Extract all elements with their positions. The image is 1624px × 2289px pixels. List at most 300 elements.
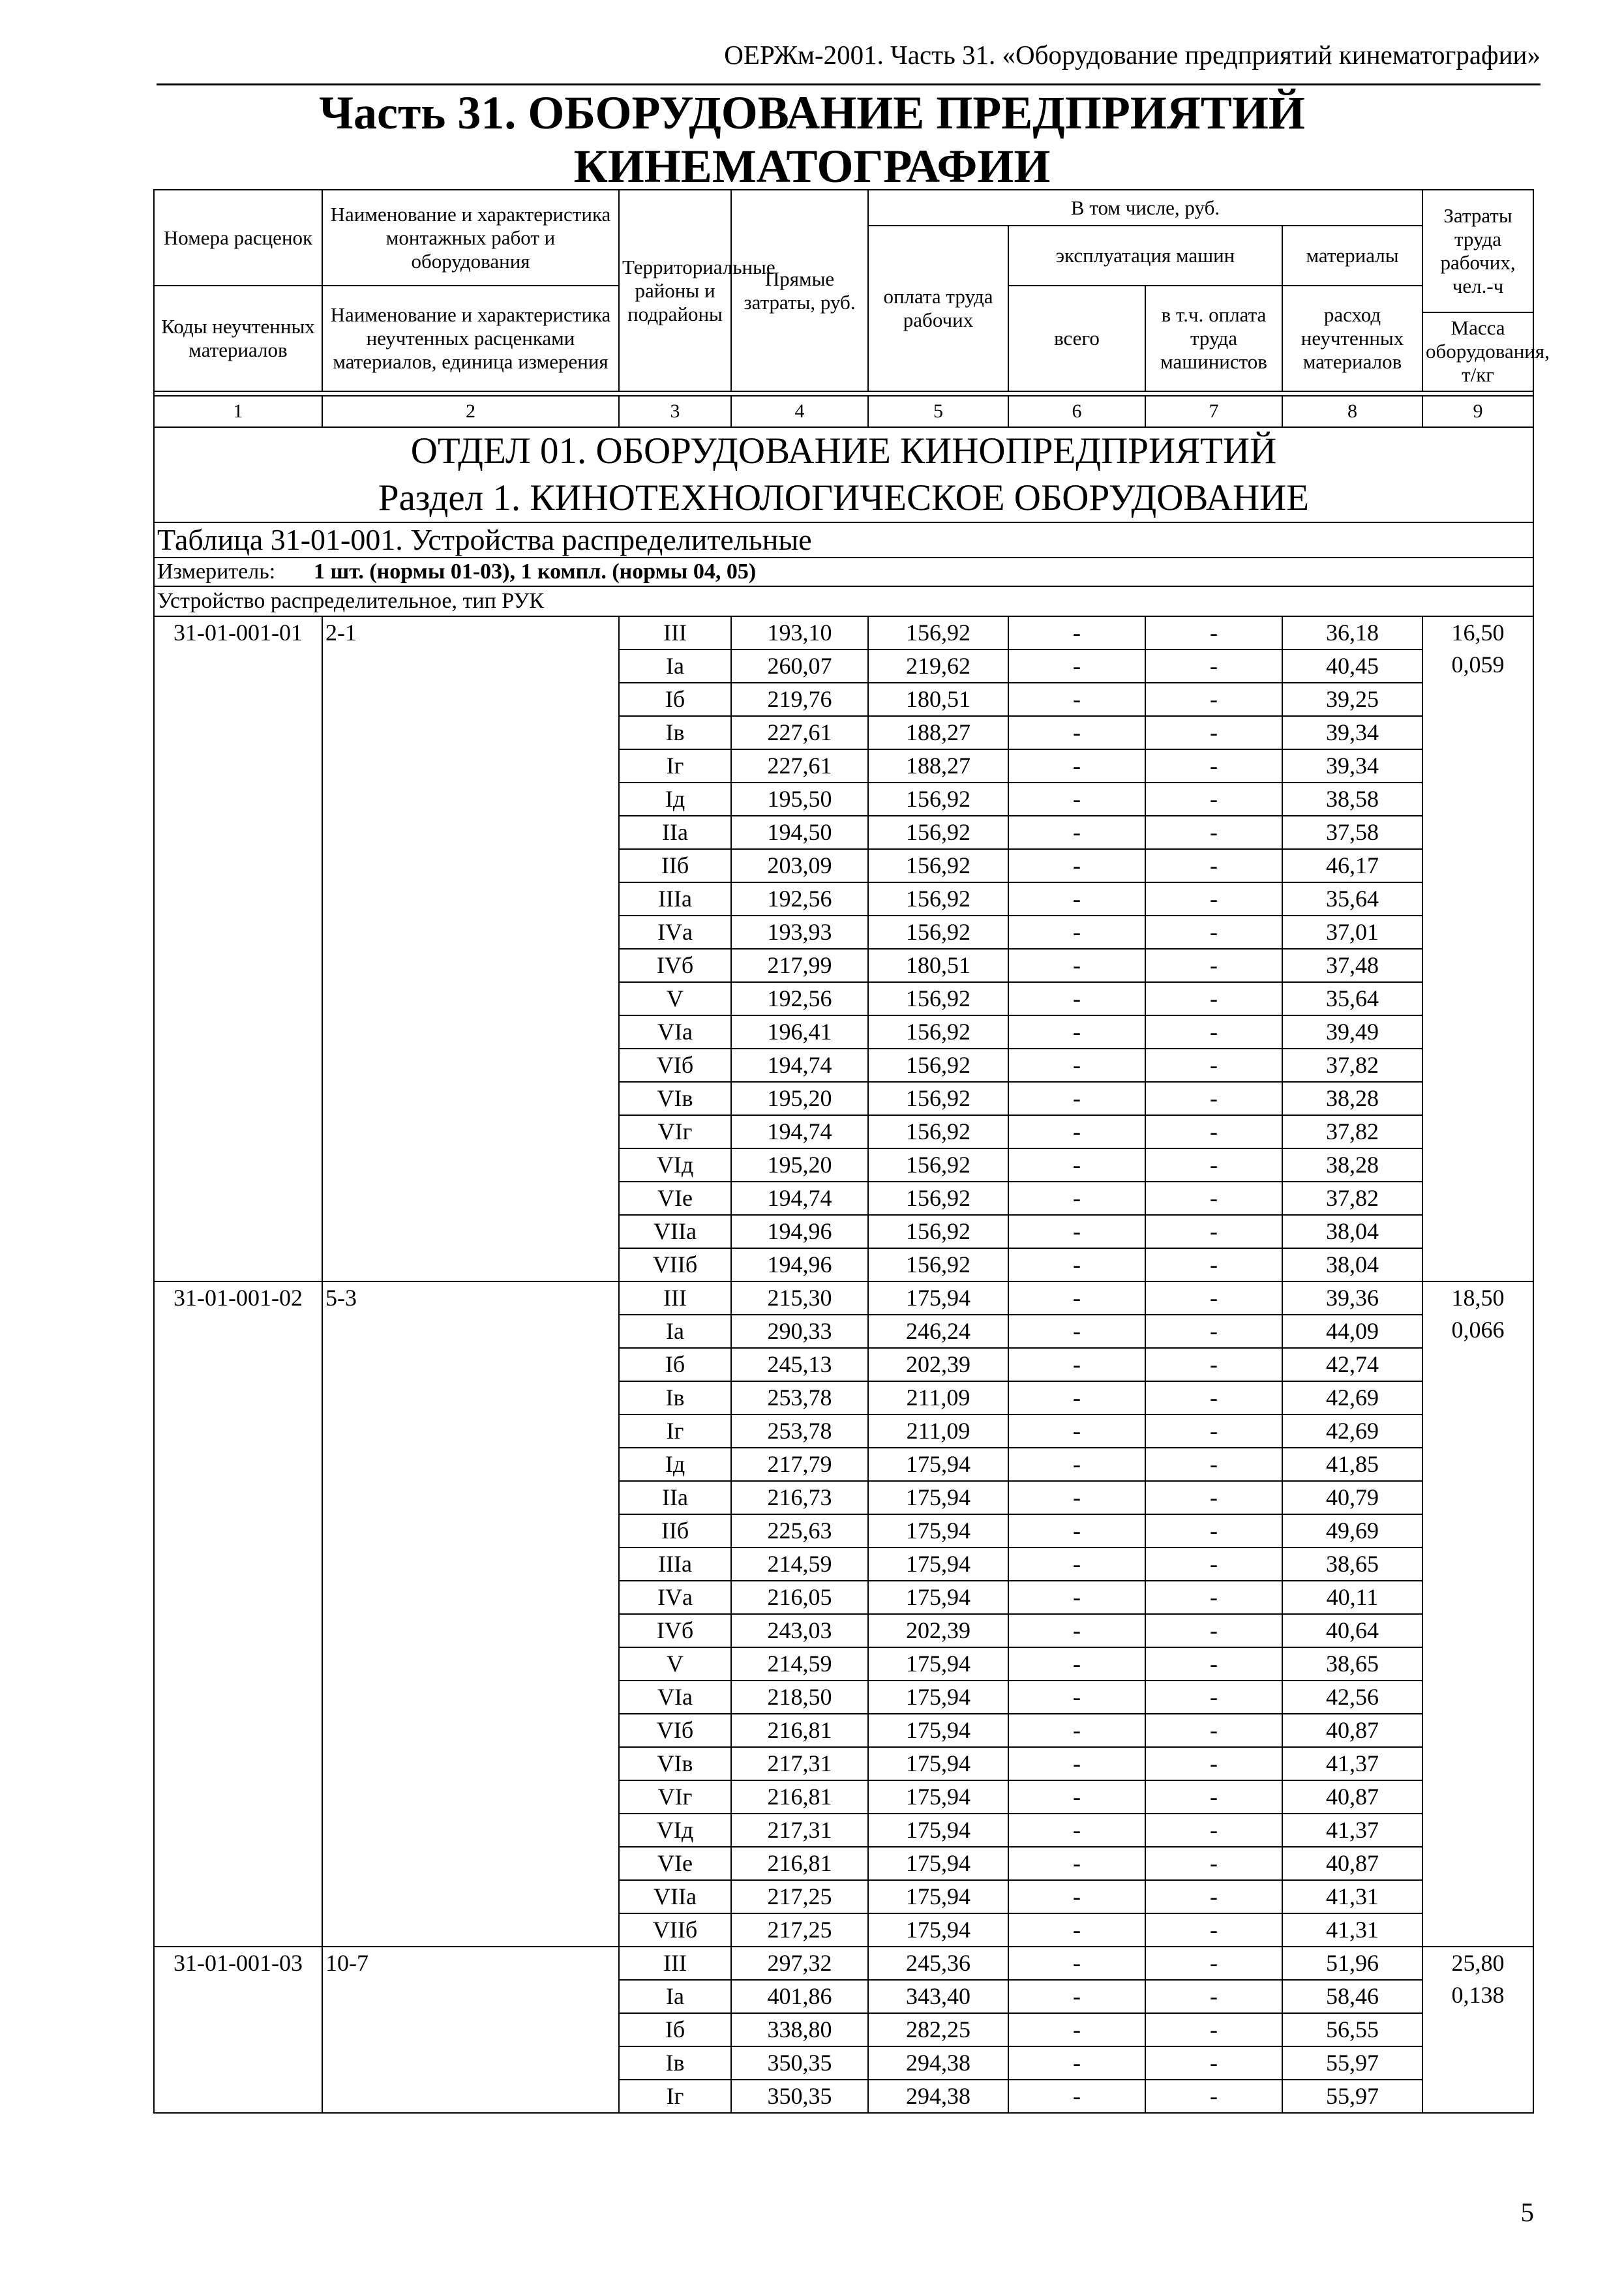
- territory-region: IVб: [619, 949, 731, 982]
- material-cost: 38,04: [1282, 1248, 1422, 1281]
- machines-total: -: [1008, 1747, 1145, 1780]
- column-number: 8: [1282, 396, 1422, 427]
- material-cost: 38,65: [1282, 1548, 1422, 1581]
- material-cost: 40,87: [1282, 1714, 1422, 1747]
- worker-pay: 156,92: [868, 1215, 1008, 1248]
- labor-and-mass: [1422, 616, 1533, 1281]
- territory-region: Iд: [619, 783, 731, 816]
- machines-total: -: [1008, 1281, 1145, 1315]
- worker-pay: 156,92: [868, 1115, 1008, 1148]
- part-title-line-1: Часть 31. ОБОРУДОВАНИЕ ПРЕДПРИЯТИЙ: [319, 87, 1305, 139]
- worker-pay: 156,92: [868, 783, 1008, 816]
- header-including: В том числе, руб.: [868, 190, 1422, 226]
- machinist-pay: -: [1145, 1980, 1282, 2013]
- worker-pay: 188,27: [868, 716, 1008, 749]
- rate-name: 10-7: [322, 1947, 619, 2113]
- territory-region: Iб: [619, 1348, 731, 1381]
- machinist-pay: -: [1145, 749, 1282, 783]
- direct-costs: 217,99: [731, 949, 868, 982]
- machines-total: -: [1008, 1414, 1145, 1448]
- equipment-mass-value: 0,138: [1451, 1982, 1505, 2008]
- territory-region: V: [619, 1647, 731, 1681]
- worker-pay: 294,38: [868, 2080, 1008, 2113]
- machinist-pay: -: [1145, 1880, 1282, 1913]
- rate-code: 31-01-001-02: [154, 1281, 322, 1947]
- material-cost: 39,49: [1282, 1015, 1422, 1049]
- material-cost: 38,58: [1282, 783, 1422, 816]
- machines-total: -: [1008, 1913, 1145, 1947]
- worker-pay: 202,39: [868, 1614, 1008, 1647]
- direct-costs: 216,05: [731, 1581, 868, 1614]
- header-equipment-mass: Масса оборудования, т/кг: [1422, 312, 1533, 392]
- worker-pay: 219,62: [868, 650, 1008, 683]
- equipment-mass-value: 0,059: [1451, 651, 1505, 678]
- direct-costs: 218,50: [731, 1681, 868, 1714]
- material-cost: 38,04: [1282, 1215, 1422, 1248]
- territory-region: IIб: [619, 849, 731, 882]
- machines-total: -: [1008, 2046, 1145, 2080]
- machinist-pay: -: [1145, 1248, 1282, 1281]
- territory-region: Iг: [619, 749, 731, 783]
- equipment-mass-value: 0,066: [1451, 1317, 1505, 1343]
- machines-total: -: [1008, 2013, 1145, 2046]
- direct-costs: 195,20: [731, 1148, 868, 1182]
- norms-table: [153, 189, 1550, 2114]
- item-title: Устройство распределительное, тип РУК: [154, 586, 1533, 616]
- direct-costs: 253,78: [731, 1414, 868, 1448]
- worker-pay: 156,92: [868, 1182, 1008, 1215]
- territory-region: VIв: [619, 1747, 731, 1780]
- machinist-pay: -: [1145, 2013, 1282, 2046]
- territory-region: Iд: [619, 1448, 731, 1481]
- direct-costs: 193,93: [731, 916, 868, 949]
- machines-total: -: [1008, 1248, 1145, 1281]
- machines-total: -: [1008, 1315, 1145, 1348]
- territory-region: Iа: [619, 650, 731, 683]
- worker-pay: 175,94: [868, 1481, 1008, 1514]
- machines-total: -: [1008, 1548, 1145, 1581]
- worker-pay: 156,92: [868, 1248, 1008, 1281]
- direct-costs: 290,33: [731, 1315, 868, 1348]
- direct-costs: 203,09: [731, 849, 868, 882]
- direct-costs: 217,31: [731, 1747, 868, 1780]
- machinist-pay: -: [1145, 1548, 1282, 1581]
- machines-total: -: [1008, 1182, 1145, 1215]
- material-cost: 42,74: [1282, 1348, 1422, 1381]
- machines-total: -: [1008, 1980, 1145, 2013]
- territory-region: VIд: [619, 1814, 731, 1847]
- territory-region: Iв: [619, 2046, 731, 2080]
- part-title: [157, 86, 1467, 193]
- machinist-pay: -: [1145, 2046, 1282, 2080]
- worker-pay: 175,94: [868, 1747, 1008, 1780]
- column-number: 5: [868, 396, 1008, 427]
- machines-total: -: [1008, 1947, 1145, 1980]
- material-cost: 37,48: [1282, 949, 1422, 982]
- territory-region: VIе: [619, 1847, 731, 1880]
- territory-region: V: [619, 982, 731, 1015]
- direct-costs: 215,30: [731, 1281, 868, 1315]
- direct-costs: 194,50: [731, 816, 868, 849]
- direct-costs: 194,74: [731, 1115, 868, 1148]
- worker-pay: 343,40: [868, 1980, 1008, 2013]
- header-materials: материалы: [1282, 226, 1422, 286]
- machinist-pay: -: [1145, 1448, 1282, 1481]
- territory-region: Iа: [619, 1980, 731, 2013]
- material-cost: 56,55: [1282, 2013, 1422, 2046]
- machines-total: -: [1008, 783, 1145, 816]
- worker-pay: 175,94: [868, 1913, 1008, 1947]
- direct-costs: 219,76: [731, 683, 868, 716]
- machinist-pay: -: [1145, 1049, 1282, 1082]
- direct-costs: 227,61: [731, 716, 868, 749]
- direct-costs: 227,61: [731, 749, 868, 783]
- machinist-pay: -: [1145, 1647, 1282, 1681]
- material-cost: 40,79: [1282, 1481, 1422, 1514]
- machines-total: -: [1008, 1381, 1145, 1414]
- territory-region: Iг: [619, 1414, 731, 1448]
- worker-pay: 175,94: [868, 1647, 1008, 1681]
- direct-costs: 216,81: [731, 1714, 868, 1747]
- worker-pay: 180,51: [868, 683, 1008, 716]
- territory-region: Iг: [619, 2080, 731, 2113]
- rate-name: 5-3: [322, 1281, 619, 1947]
- material-cost: 41,31: [1282, 1913, 1422, 1947]
- worker-pay: 156,92: [868, 1148, 1008, 1182]
- material-cost: 42,69: [1282, 1414, 1422, 1448]
- territory-region: Iв: [619, 716, 731, 749]
- machinist-pay: -: [1145, 716, 1282, 749]
- material-cost: 40,11: [1282, 1581, 1422, 1614]
- territory-region: VIа: [619, 1681, 731, 1714]
- header-direct-costs: Прямые затраты, руб.: [731, 190, 868, 391]
- worker-pay: 245,36: [868, 1947, 1008, 1980]
- rate-name: 2-1: [322, 616, 619, 1281]
- direct-costs: 243,03: [731, 1614, 868, 1647]
- territory-region: IIIа: [619, 1548, 731, 1581]
- territory-region: IIб: [619, 1514, 731, 1548]
- machines-total: -: [1008, 1148, 1145, 1182]
- territory-region: VIIб: [619, 1248, 731, 1281]
- header-machinist-pay: в т.ч. оплата труда машинистов: [1145, 286, 1282, 391]
- worker-pay: 156,92: [868, 1015, 1008, 1049]
- worker-pay: 282,25: [868, 2013, 1008, 2046]
- territory-region: Iб: [619, 683, 731, 716]
- direct-costs: 217,25: [731, 1880, 868, 1913]
- direct-costs: 245,13: [731, 1348, 868, 1381]
- machinist-pay: -: [1145, 1681, 1282, 1714]
- machines-total: -: [1008, 749, 1145, 783]
- machines-total: -: [1008, 982, 1145, 1015]
- direct-costs: 350,35: [731, 2080, 868, 2113]
- header-work-name: Наименование и характеристика монтажных работ и оборудования: [322, 190, 619, 286]
- machinist-pay: -: [1145, 949, 1282, 982]
- machinist-pay: -: [1145, 816, 1282, 849]
- worker-pay: 211,09: [868, 1381, 1008, 1414]
- worker-pay: 175,94: [868, 1681, 1008, 1714]
- territory-region: IIIа: [619, 882, 731, 916]
- labor-costs-value: 25,80: [1451, 1950, 1505, 1976]
- material-cost: 36,18: [1282, 616, 1422, 650]
- header-material-names: Наименование и характеристика неучтенных расценками материалов, единица измерения: [322, 286, 619, 391]
- direct-costs: 350,35: [731, 2046, 868, 2080]
- machines-total: -: [1008, 949, 1145, 982]
- direct-costs: 196,41: [731, 1015, 868, 1049]
- machines-total: -: [1008, 1514, 1145, 1548]
- labor-costs-value: 18,50: [1451, 1285, 1505, 1311]
- worker-pay: 156,92: [868, 816, 1008, 849]
- territory-region: VIв: [619, 1082, 731, 1115]
- direct-costs: 194,96: [731, 1215, 868, 1248]
- worker-pay: 175,94: [868, 1281, 1008, 1315]
- material-cost: 39,34: [1282, 749, 1422, 783]
- material-cost: 39,34: [1282, 716, 1422, 749]
- rate-row: [154, 616, 1533, 650]
- worker-pay: 175,94: [868, 1814, 1008, 1847]
- machinist-pay: -: [1145, 1082, 1282, 1115]
- direct-costs: 195,20: [731, 1082, 868, 1115]
- material-cost: 40,64: [1282, 1614, 1422, 1647]
- machines-total: -: [1008, 1049, 1145, 1082]
- material-cost: 55,97: [1282, 2046, 1422, 2080]
- territory-region: VIIа: [619, 1880, 731, 1913]
- direct-costs: 401,86: [731, 1980, 868, 2013]
- machinist-pay: -: [1145, 2080, 1282, 2113]
- header-machines-total: всего: [1008, 286, 1145, 391]
- header-machine-operation: эксплуатация машин: [1008, 226, 1282, 286]
- territory-region: IIа: [619, 1481, 731, 1514]
- worker-pay: 156,92: [868, 1082, 1008, 1115]
- worker-pay: 175,94: [868, 1514, 1008, 1548]
- machinist-pay: -: [1145, 1614, 1282, 1647]
- machines-total: -: [1008, 1015, 1145, 1049]
- header-material-consumption: расход неучтенных материалов: [1282, 286, 1422, 391]
- worker-pay: 156,92: [868, 916, 1008, 949]
- machines-total: -: [1008, 2080, 1145, 2113]
- machines-total: -: [1008, 716, 1145, 749]
- machinist-pay: -: [1145, 1780, 1282, 1814]
- territory-region: Iв: [619, 1381, 731, 1414]
- machines-total: -: [1008, 816, 1145, 849]
- material-cost: 40,45: [1282, 650, 1422, 683]
- machines-total: -: [1008, 1581, 1145, 1614]
- machinist-pay: -: [1145, 849, 1282, 882]
- material-cost: 40,87: [1282, 1780, 1422, 1814]
- machinist-pay: -: [1145, 882, 1282, 916]
- direct-costs: 192,56: [731, 882, 868, 916]
- section-title: Раздел 1. КИНОТЕХНОЛОГИЧЕСКОЕ ОБОРУДОВАНИЕ: [378, 477, 1310, 518]
- material-cost: 37,82: [1282, 1049, 1422, 1082]
- material-cost: 35,64: [1282, 982, 1422, 1015]
- worker-pay: 175,94: [868, 1847, 1008, 1880]
- machines-total: -: [1008, 650, 1145, 683]
- header-rate-numbers: Номера расценок: [154, 190, 322, 286]
- territory-region: VIб: [619, 1714, 731, 1747]
- direct-costs: 297,32: [731, 1947, 868, 1980]
- territory-region: IVб: [619, 1614, 731, 1647]
- measure-row: [154, 558, 1533, 586]
- direct-costs: 217,25: [731, 1913, 868, 1947]
- material-cost: 38,65: [1282, 1647, 1422, 1681]
- worker-pay: 156,92: [868, 982, 1008, 1015]
- direct-costs: 194,96: [731, 1248, 868, 1281]
- direct-costs: 192,56: [731, 982, 868, 1015]
- territory-region: IIа: [619, 816, 731, 849]
- machinist-pay: -: [1145, 1148, 1282, 1182]
- machinist-pay: -: [1145, 683, 1282, 716]
- machines-total: -: [1008, 916, 1145, 949]
- rate-row: [154, 1947, 1533, 1980]
- column-number: 9: [1422, 396, 1533, 427]
- rates-body: [154, 616, 1533, 2113]
- machines-total: -: [1008, 683, 1145, 716]
- material-cost: 41,37: [1282, 1814, 1422, 1847]
- machinist-pay: -: [1145, 1714, 1282, 1747]
- worker-pay: 156,92: [868, 616, 1008, 650]
- territory-region: VIб: [619, 1049, 731, 1082]
- territory-region: IVа: [619, 1581, 731, 1614]
- territory-region: Iа: [619, 1315, 731, 1348]
- machinist-pay: -: [1145, 783, 1282, 816]
- worker-pay: 175,94: [868, 1714, 1008, 1747]
- territory-region: III: [619, 1281, 731, 1315]
- direct-costs: 225,63: [731, 1514, 868, 1548]
- header-material-codes: Коды неучтенных материалов: [154, 286, 322, 391]
- machinist-pay: -: [1145, 1913, 1282, 1947]
- territory-region: VIе: [619, 1182, 731, 1215]
- machinist-pay: -: [1145, 1947, 1282, 1980]
- machines-total: -: [1008, 1681, 1145, 1714]
- material-cost: 41,31: [1282, 1880, 1422, 1913]
- machinist-pay: -: [1145, 1847, 1282, 1880]
- machinist-pay: -: [1145, 1414, 1282, 1448]
- column-number: 2: [322, 396, 619, 427]
- material-cost: 46,17: [1282, 849, 1422, 882]
- machines-total: -: [1008, 1780, 1145, 1814]
- machines-total: -: [1008, 1814, 1145, 1847]
- territory-region: III: [619, 616, 731, 650]
- worker-pay: 175,94: [868, 1581, 1008, 1614]
- rate-code: 31-01-001-01: [154, 616, 322, 1281]
- rate-row: [154, 1281, 1533, 1315]
- machines-total: -: [1008, 1481, 1145, 1514]
- department-title: ОТДЕЛ 01. ОБОРУДОВАНИЕ КИНОПРЕДПРИЯТИЙ: [410, 430, 1277, 471]
- direct-costs: 338,80: [731, 2013, 868, 2046]
- column-number: 3: [619, 396, 731, 427]
- machines-total: -: [1008, 1714, 1145, 1747]
- machinist-pay: -: [1145, 1747, 1282, 1780]
- direct-costs: 216,73: [731, 1481, 868, 1514]
- machinist-pay: -: [1145, 982, 1282, 1015]
- machines-total: -: [1008, 1082, 1145, 1115]
- machines-total: -: [1008, 1614, 1145, 1647]
- machinist-pay: -: [1145, 1348, 1282, 1381]
- machines-total: -: [1008, 1215, 1145, 1248]
- running-header: ОЕРЖм-2001. Часть 31. «Оборудование предприятий кинематографии»: [157, 38, 1541, 85]
- machinist-pay: -: [1145, 1182, 1282, 1215]
- worker-pay: 156,92: [868, 882, 1008, 916]
- labor-and-mass: [1422, 1281, 1533, 1947]
- worker-pay: 211,09: [868, 1414, 1008, 1448]
- direct-costs: 194,74: [731, 1049, 868, 1082]
- material-cost: 51,96: [1282, 1947, 1422, 1980]
- material-cost: 41,37: [1282, 1747, 1422, 1780]
- material-cost: 38,28: [1282, 1148, 1422, 1182]
- machines-total: -: [1008, 1847, 1145, 1880]
- territory-region: III: [619, 1947, 731, 1980]
- rate-code: 31-01-001-03: [154, 1947, 322, 2113]
- machinist-pay: -: [1145, 1381, 1282, 1414]
- direct-costs: 217,79: [731, 1448, 868, 1481]
- machinist-pay: -: [1145, 1015, 1282, 1049]
- machinist-pay: -: [1145, 1215, 1282, 1248]
- territory-region: Iб: [619, 2013, 731, 2046]
- worker-pay: 175,94: [868, 1448, 1008, 1481]
- header-worker-pay: оплата труда рабочих: [868, 226, 1008, 391]
- table-title: Таблица 31-01-001. Устройства распределительные: [154, 522, 1533, 558]
- material-cost: 49,69: [1282, 1514, 1422, 1548]
- material-cost: 42,56: [1282, 1681, 1422, 1714]
- direct-costs: 216,81: [731, 1847, 868, 1880]
- column-number: 7: [1145, 396, 1282, 427]
- worker-pay: 156,92: [868, 849, 1008, 882]
- machinist-pay: -: [1145, 650, 1282, 683]
- material-cost: 40,87: [1282, 1847, 1422, 1880]
- worker-pay: 188,27: [868, 749, 1008, 783]
- material-cost: 41,85: [1282, 1448, 1422, 1481]
- direct-costs: 216,81: [731, 1780, 868, 1814]
- worker-pay: 156,92: [868, 1049, 1008, 1082]
- machines-total: -: [1008, 1115, 1145, 1148]
- territory-region: VIг: [619, 1780, 731, 1814]
- direct-costs: 253,78: [731, 1381, 868, 1414]
- labor-and-mass: [1422, 1947, 1533, 2113]
- machines-total: -: [1008, 882, 1145, 916]
- material-cost: 38,28: [1282, 1082, 1422, 1115]
- column-number: 4: [731, 396, 868, 427]
- column-number: 1: [154, 396, 322, 427]
- worker-pay: 202,39: [868, 1348, 1008, 1381]
- measure-label: Измеритель:: [157, 560, 276, 584]
- header-labor-costs: Затраты труда рабочих, чел.-ч: [1422, 190, 1533, 312]
- material-cost: 37,01: [1282, 916, 1422, 949]
- worker-pay: 175,94: [868, 1880, 1008, 1913]
- direct-costs: 214,59: [731, 1548, 868, 1581]
- machinist-pay: -: [1145, 1315, 1282, 1348]
- worker-pay: 175,94: [868, 1548, 1008, 1581]
- worker-pay: 294,38: [868, 2046, 1008, 2080]
- machines-total: -: [1008, 616, 1145, 650]
- machinist-pay: -: [1145, 1115, 1282, 1148]
- machines-total: -: [1008, 1880, 1145, 1913]
- machines-total: -: [1008, 1647, 1145, 1681]
- worker-pay: 180,51: [868, 949, 1008, 982]
- direct-costs: 214,59: [731, 1647, 868, 1681]
- labor-costs-value: 16,50: [1451, 620, 1505, 646]
- material-cost: 58,46: [1282, 1980, 1422, 2013]
- material-cost: 42,69: [1282, 1381, 1422, 1414]
- territory-region: VIIб: [619, 1913, 731, 1947]
- direct-costs: 194,74: [731, 1182, 868, 1215]
- direct-costs: 217,31: [731, 1814, 868, 1847]
- worker-pay: 175,94: [868, 1780, 1008, 1814]
- machines-total: -: [1008, 1348, 1145, 1381]
- worker-pay: 246,24: [868, 1315, 1008, 1348]
- territory-region: VIд: [619, 1148, 731, 1182]
- page-number: 5: [1520, 2197, 1534, 2227]
- machinist-pay: -: [1145, 616, 1282, 650]
- machinist-pay: -: [1145, 1514, 1282, 1548]
